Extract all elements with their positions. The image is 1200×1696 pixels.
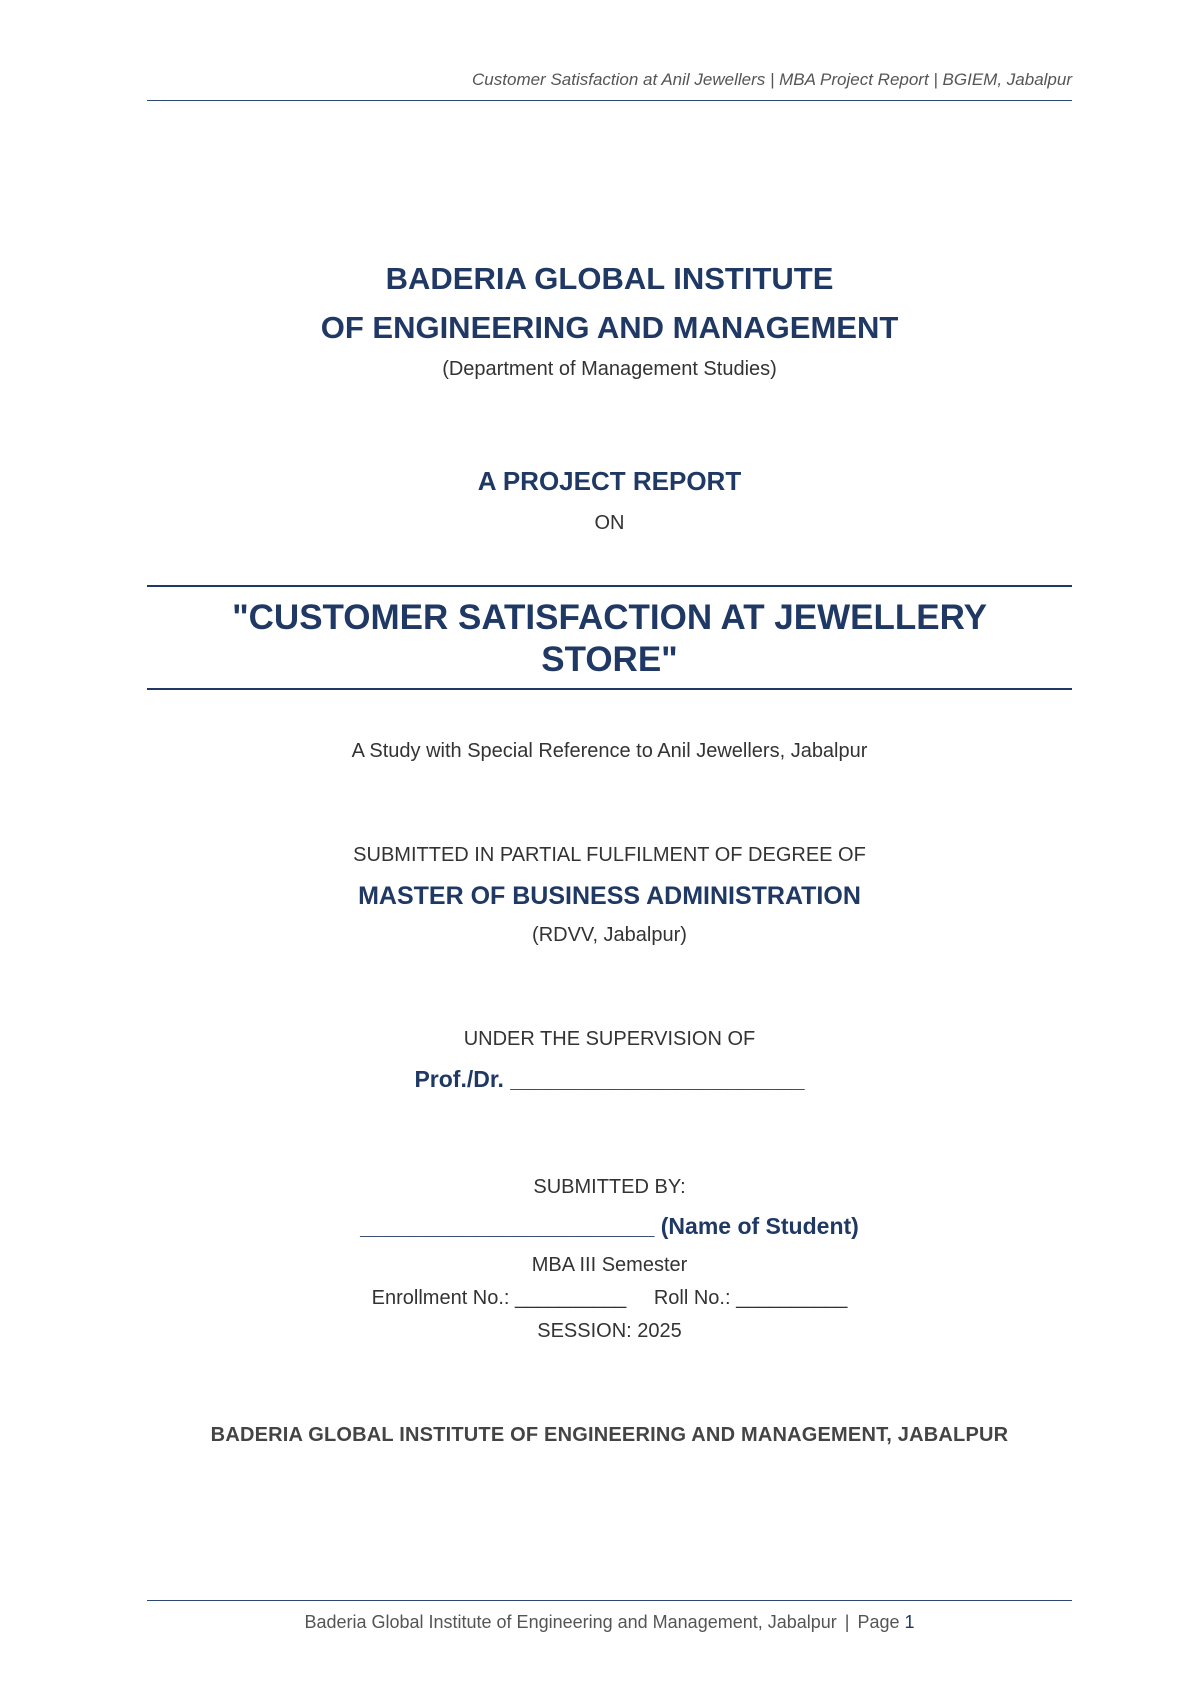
roll-number: Roll No.: __________ <box>653 1287 848 1309</box>
degree-name: MASTER OF BUSINESS ADMINISTRATION <box>358 882 861 910</box>
footer-separator: | <box>844 1612 850 1632</box>
enrollment-number: Enrollment No.: __________ <box>371 1287 627 1309</box>
header-rule <box>147 100 1072 101</box>
footer-rule <box>147 1600 1072 1601</box>
project-title-line2: STORE" <box>541 640 678 679</box>
on-label: ON <box>594 512 625 534</box>
page-footer <box>147 1612 1072 1633</box>
project-title <box>147 597 1072 681</box>
footer-institute: Baderia Global Institute of Engineering and Management, Jabalpur <box>304 1612 837 1632</box>
study-reference: A Study with Special Reference to Anil Jewellers, Jabalpur <box>351 740 868 762</box>
session: SESSION: 2025 <box>537 1320 682 1342</box>
supervision-label: UNDER THE SUPERVISION OF <box>463 1028 756 1050</box>
title-rule-top <box>147 585 1072 587</box>
student-name: _______________________ (Name of Student) <box>360 1213 859 1239</box>
semester: MBA III Semester <box>531 1254 688 1276</box>
enrollment-roll-line <box>147 1287 1072 1310</box>
university-name: (RDVV, Jabalpur) <box>532 924 687 946</box>
footer-institute-name: BADERIA GLOBAL INSTITUTE OF ENGINEERING AND MANAGEMENT, JABALPUR <box>210 1424 1009 1446</box>
page-number: 1 <box>904 1612 915 1632</box>
page-label: Page <box>857 1612 900 1632</box>
running-header: Customer Satisfaction at Anil Jewellers | MBA Project Report | BGIEM, Jabalpur <box>472 70 1072 89</box>
department-name: (Department of Management Studies) <box>442 358 777 380</box>
title-rule-bottom <box>147 688 1072 690</box>
project-title-line1: "CUSTOMER SATISFACTION AT JEWELLERY <box>232 598 987 637</box>
supervisor-name: Prof./Dr. _______________________ <box>414 1066 805 1092</box>
partial-fulfilment-text: SUBMITTED IN PARTIAL FULFILMENT OF DEGREE OF <box>353 844 866 866</box>
institute-title <box>147 254 1072 352</box>
institute-title-line1: BADERIA GLOBAL INSTITUTE <box>385 261 834 296</box>
institute-title-line2: OF ENGINEERING AND MANAGEMENT <box>320 310 899 345</box>
project-report-label: A PROJECT REPORT <box>477 466 742 496</box>
submitted-by-label: SUBMITTED BY: <box>533 1176 686 1198</box>
